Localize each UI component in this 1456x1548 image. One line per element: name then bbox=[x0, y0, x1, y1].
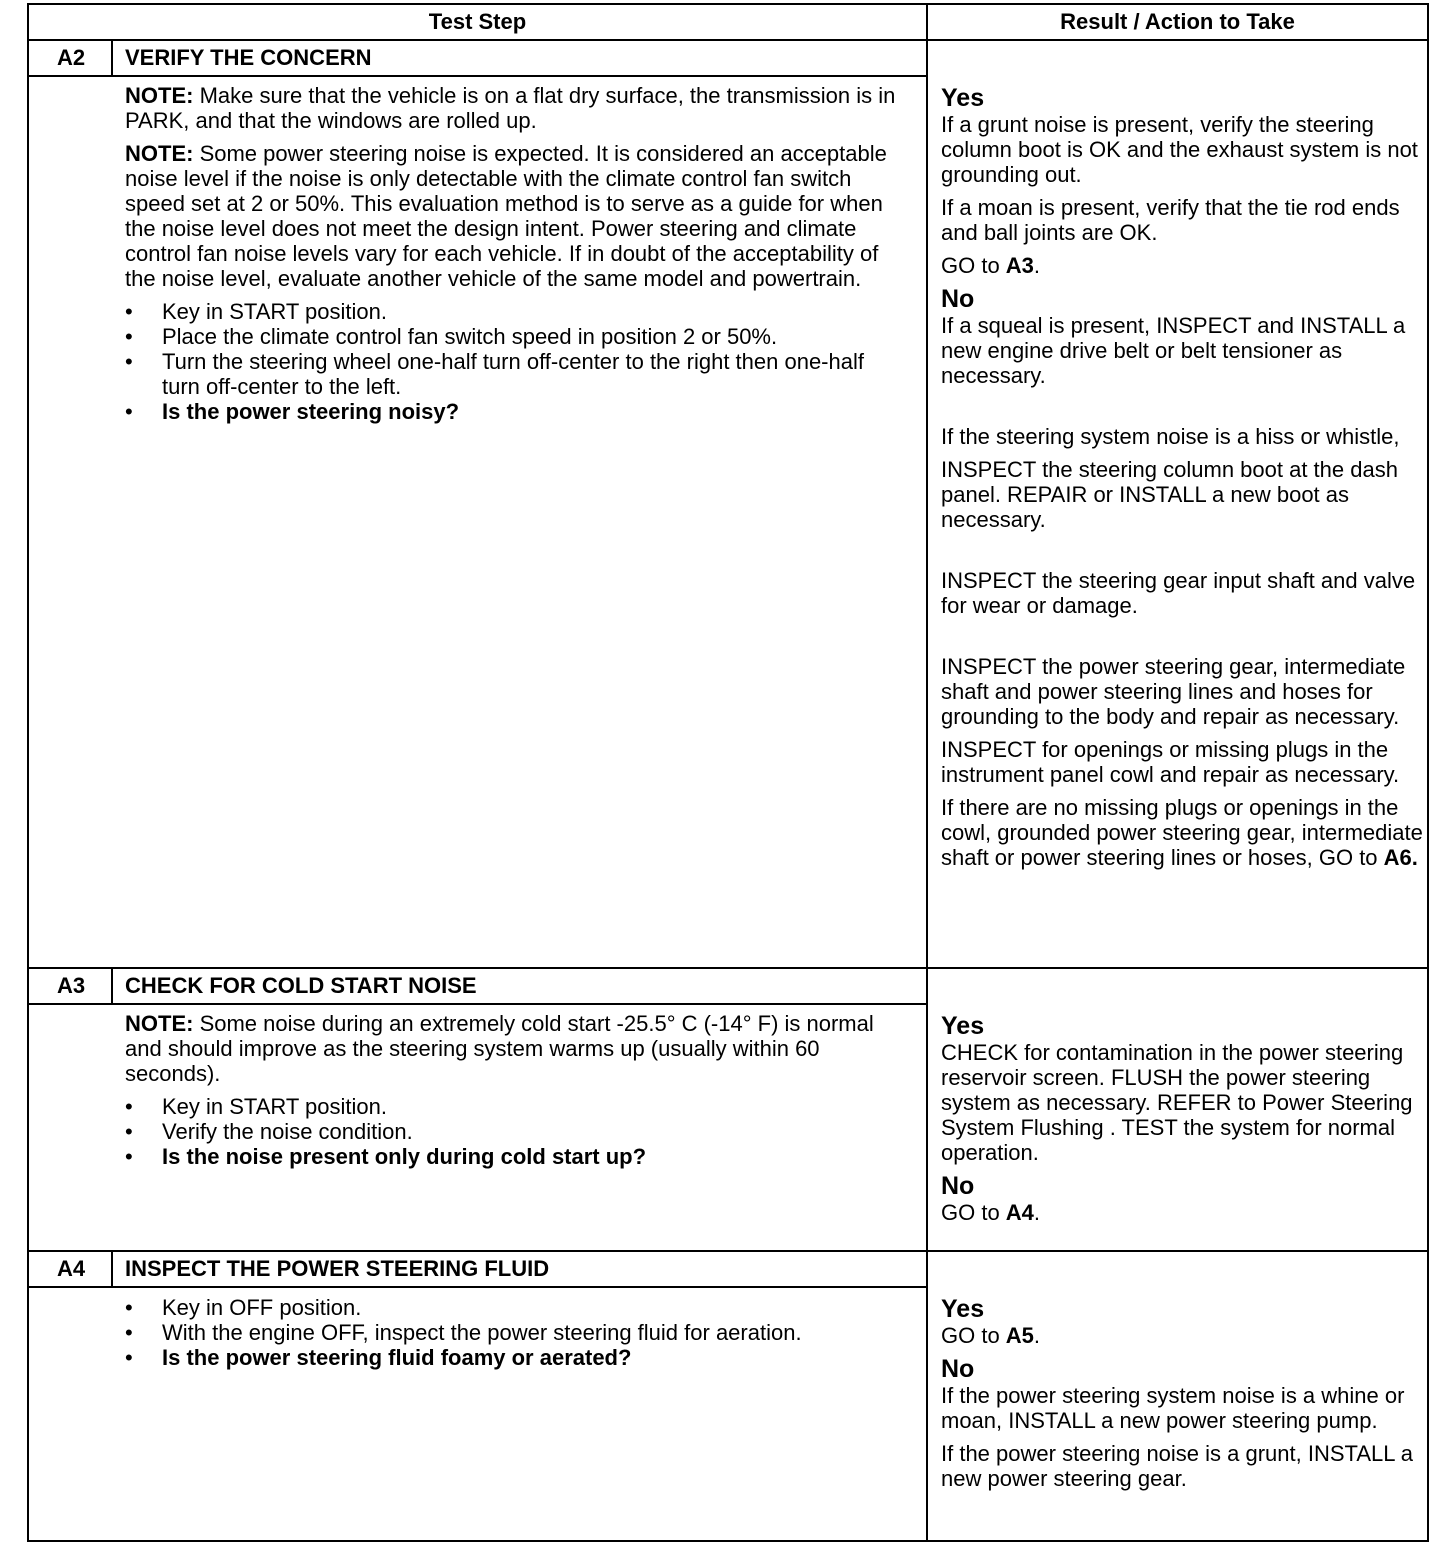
step-question: Is the noise present only during cold start up? bbox=[162, 1144, 647, 1169]
bullet-icon: • bbox=[125, 1295, 133, 1320]
goto-step: A6. bbox=[1383, 845, 1418, 870]
bullet-icon: • bbox=[125, 1144, 133, 1169]
step-title: CHECK FOR COLD START NOISE bbox=[125, 973, 477, 998]
no-label: No bbox=[941, 1355, 975, 1383]
bullet-icon: • bbox=[125, 1094, 133, 1119]
bullet-icon: • bbox=[125, 1320, 133, 1345]
goto-step: A3 bbox=[1005, 253, 1034, 278]
goto-step: A4 bbox=[1005, 1200, 1034, 1225]
goto-paragraph: GO to A4. bbox=[941, 1200, 1041, 1225]
yes-label: Yes bbox=[941, 1295, 985, 1323]
step-title: VERIFY THE CONCERN bbox=[125, 45, 372, 70]
yes-label: Yes bbox=[941, 84, 985, 112]
question-item bbox=[125, 1345, 905, 1370]
bullet-icon: • bbox=[125, 1119, 133, 1144]
step-id: A2 bbox=[56, 45, 86, 70]
goto-paragraph: If there are no missing plugs or openings in the cowl, grounded power steering gear, intermediate shaft or power steering lines or hoses, GO to A6. bbox=[941, 795, 1423, 870]
note bbox=[125, 1011, 905, 1086]
no-label: No bbox=[941, 1172, 975, 1200]
step-content bbox=[125, 83, 905, 424]
note-text: Make sure that the vehicle is on a flat dry surface, the transmission is in PARK, and that the windows are rolled up. bbox=[125, 83, 896, 133]
step-question: Is the power steering noisy? bbox=[162, 399, 460, 424]
result-paragraph: INSPECT for openings or missing plugs in the instrument panel cowl and repair as necessary. bbox=[941, 737, 1400, 787]
header-divider bbox=[29, 39, 1427, 41]
bullet-icon: • bbox=[125, 324, 133, 349]
note-label: NOTE: bbox=[125, 141, 194, 166]
bullet-icon: • bbox=[125, 1345, 133, 1370]
row-divider bbox=[29, 1250, 1427, 1252]
question-item bbox=[125, 1144, 905, 1169]
step-id: A4 bbox=[56, 1256, 86, 1281]
bullet-list bbox=[125, 1295, 905, 1370]
bullet-icon: • bbox=[125, 349, 133, 374]
note-text: Some noise during an extremely cold start -25.5° C (-14° F) is normal and should improve as the steering system warms up (usually within 60 seconds). bbox=[125, 1011, 874, 1086]
bullet-icon: • bbox=[125, 399, 133, 424]
list-item: • Key in START position. bbox=[125, 1094, 387, 1119]
note-label: NOTE: bbox=[125, 83, 194, 108]
result-paragraph: If a moan is present, verify that the tie rod ends and ball joints are OK. bbox=[941, 195, 1400, 245]
row-divider bbox=[29, 967, 1427, 969]
no-label: No bbox=[941, 285, 975, 313]
column-divider bbox=[926, 5, 928, 1540]
title-divider bbox=[29, 1286, 926, 1288]
list-item: • With the engine OFF, inspect the power steering fluid for aeration. bbox=[125, 1320, 802, 1345]
list-item: • Verify the noise condition. bbox=[125, 1119, 413, 1144]
note-text: Some power steering noise is expected. It is considered an acceptable noise level if the noise is only detectable with the climate control fan switch speed set at 2 or 50%. This evaluation method is to serve as a guide for when the noise level does not meet the design intent. Power steering and climate control fan noise levels vary for each vehicle. If in doubt of the acceptability of the noise level, evaluate another vehicle of the same model and powertrain. bbox=[125, 141, 887, 291]
list-item: • Key in OFF position. bbox=[125, 1295, 362, 1320]
goto-paragraph: GO to A5. bbox=[941, 1323, 1041, 1348]
result-paragraph: INSPECT the steering column boot at the dash panel. REPAIR or INSTALL a new boot as necessary. bbox=[941, 457, 1398, 532]
header-test-step: Test Step bbox=[428, 9, 527, 34]
step-content bbox=[125, 1291, 905, 1370]
list-item: • Turn the steering wheel one-half turn off-center to the right then one-half turn off-center to the left. bbox=[125, 349, 864, 399]
result-paragraph: If the steering system noise is a hiss or whistle, bbox=[941, 424, 1400, 449]
list-item: • Key in START position. bbox=[125, 299, 387, 324]
step-question: Is the power steering fluid foamy or aerated? bbox=[162, 1345, 632, 1370]
step-id: A3 bbox=[56, 973, 86, 998]
note bbox=[125, 83, 905, 133]
bullet-list bbox=[125, 1094, 905, 1169]
bullet-icon: • bbox=[125, 299, 133, 324]
bullet-list bbox=[125, 299, 905, 424]
goto-paragraph: GO to A3. bbox=[941, 253, 1041, 278]
note bbox=[125, 141, 905, 291]
result-paragraph: INSPECT the steering gear input shaft and valve for wear or damage. bbox=[941, 568, 1416, 618]
result-paragraph: CHECK for contamination in the power steering reservoir screen. FLUSH the power steering system as necessary. REFER to Power Steering System Flushing . TEST the system for normal operation. bbox=[941, 1040, 1413, 1165]
goto-step: A5 bbox=[1005, 1323, 1034, 1348]
result-paragraph: If the power steering noise is a grunt, INSTALL a new power steering gear. bbox=[941, 1441, 1414, 1491]
title-divider bbox=[29, 1003, 926, 1005]
result-paragraph: If the power steering system noise is a whine or moan, INSTALL a new power steering pump. bbox=[941, 1383, 1405, 1433]
header-result-action: Result / Action to Take bbox=[1060, 9, 1295, 34]
result-paragraph: If a squeal is present, INSPECT and INSTALL a new engine drive belt or belt tensioner as necessary. bbox=[941, 313, 1406, 388]
diagnostic-table bbox=[27, 3, 1429, 1542]
yes-label: Yes bbox=[941, 1012, 985, 1040]
result-paragraph: INSPECT the power steering gear, intermediate shaft and power steering lines and hoses for grounding to the body and repair as necessary. bbox=[941, 654, 1406, 729]
question-item bbox=[125, 399, 905, 424]
result-action bbox=[941, 81, 1427, 878]
result-action bbox=[941, 1292, 1427, 1499]
list-item: • Place the climate control fan switch speed in position 2 or 50%. bbox=[125, 324, 778, 349]
result-action bbox=[941, 1009, 1427, 1233]
result-paragraph: If a grunt noise is present, verify the steering column boot is OK and the exhaust system is not grounding out. bbox=[941, 112, 1418, 187]
title-divider bbox=[29, 75, 926, 77]
step-content bbox=[125, 1011, 905, 1169]
note-label: NOTE: bbox=[125, 1011, 194, 1036]
step-title: INSPECT THE POWER STEERING FLUID bbox=[125, 1256, 550, 1281]
